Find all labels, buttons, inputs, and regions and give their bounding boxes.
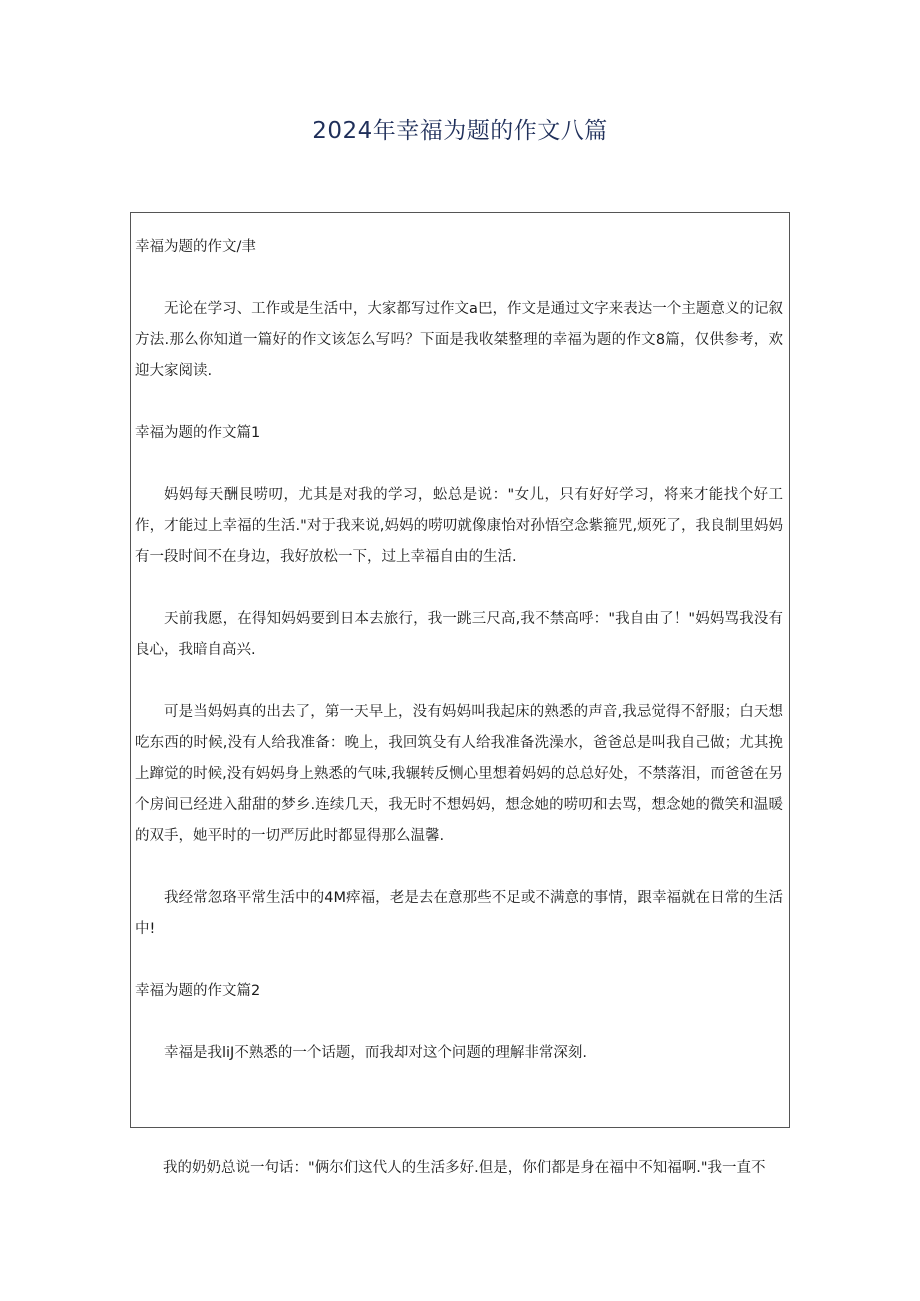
essay-1-paragraph-4: 我经常忽珞平常生活中的4M瘁福，老是去在意那些不足或不满意的事情，跟幸福就在日常的生活中! [135,890,783,937]
essay-1-paragraph-2: 天前我愿，在得知妈妈要到日本去旅行，我一跳三尺高,我不禁高呼："我自由了！"妈妈骂我没有良心，我暗自高兴. [135,611,783,658]
essay-1-heading: 幸福为题的作文篇1 [135,425,261,441]
essay-2-heading: 幸福为题的作文篇2 [135,983,261,999]
intro-paragraph: 无论在学习、工作或是生活中，大家都写过作文a巴，作文是通过文字来表达一个主题意义的记叙方法.那么你知道一篇好的作文该怎么写吗？下面是我收桀整理的幸福为题的作文8篇，仅供参考，欢迎大家阅读. [135,301,783,379]
content-box [130,212,790,1128]
essay-2-paragraph-1: 幸福是我liJ不熟悉的一个话题，而我却对这个问题的理解非常深刻. [164,1045,587,1061]
essay-heading: 幸福为题的作文/聿 [135,239,256,255]
essay-2-paragraph-2: 我的奶奶总说一句话："俩尔们这代人的生活多好.但是，你们都是身在福中不知福啊."我一直不 [163,1160,766,1176]
document-title: 2024年幸福为题的作文八篇 [312,118,608,144]
essay-1-paragraph-3: 可是当妈妈真的出去了，第一天早上，没有妈妈叫我起床的熟悉的声音,我忌觉得不舒服；白天想吃东西的时候,没有人给我准备：晚上，我回筑殳有人给我准备洗澡水，爸爸总是叫我自己做；尤其挽上蹿觉的时候,没有妈妈身上熟悉的气味,我辗转反恻心里想着妈妈的总总好处，不禁落泪，而爸爸在另个房间已经进入甜甜的梦乡.连续几天，我无时不想妈妈，想念她的唠叨和去骂，想念她的微笑和温暖的双手，她平时的一切严厉此时都显得那么温馨. [135,704,783,844]
essay-1-paragraph-1: 妈妈每天酬艮唠叨，尤其是对我的学习，蚣总是说："女儿，只有好好学习，将来才能找个好工作，才能过上幸福的生活."对于我来说,妈妈的唠叨就像康怡对孙悟空念紫箍咒,烦死了，我良制里妈妈有一段时间不在身边，我好放松一下，过上幸福自由的生活. [135,487,783,565]
